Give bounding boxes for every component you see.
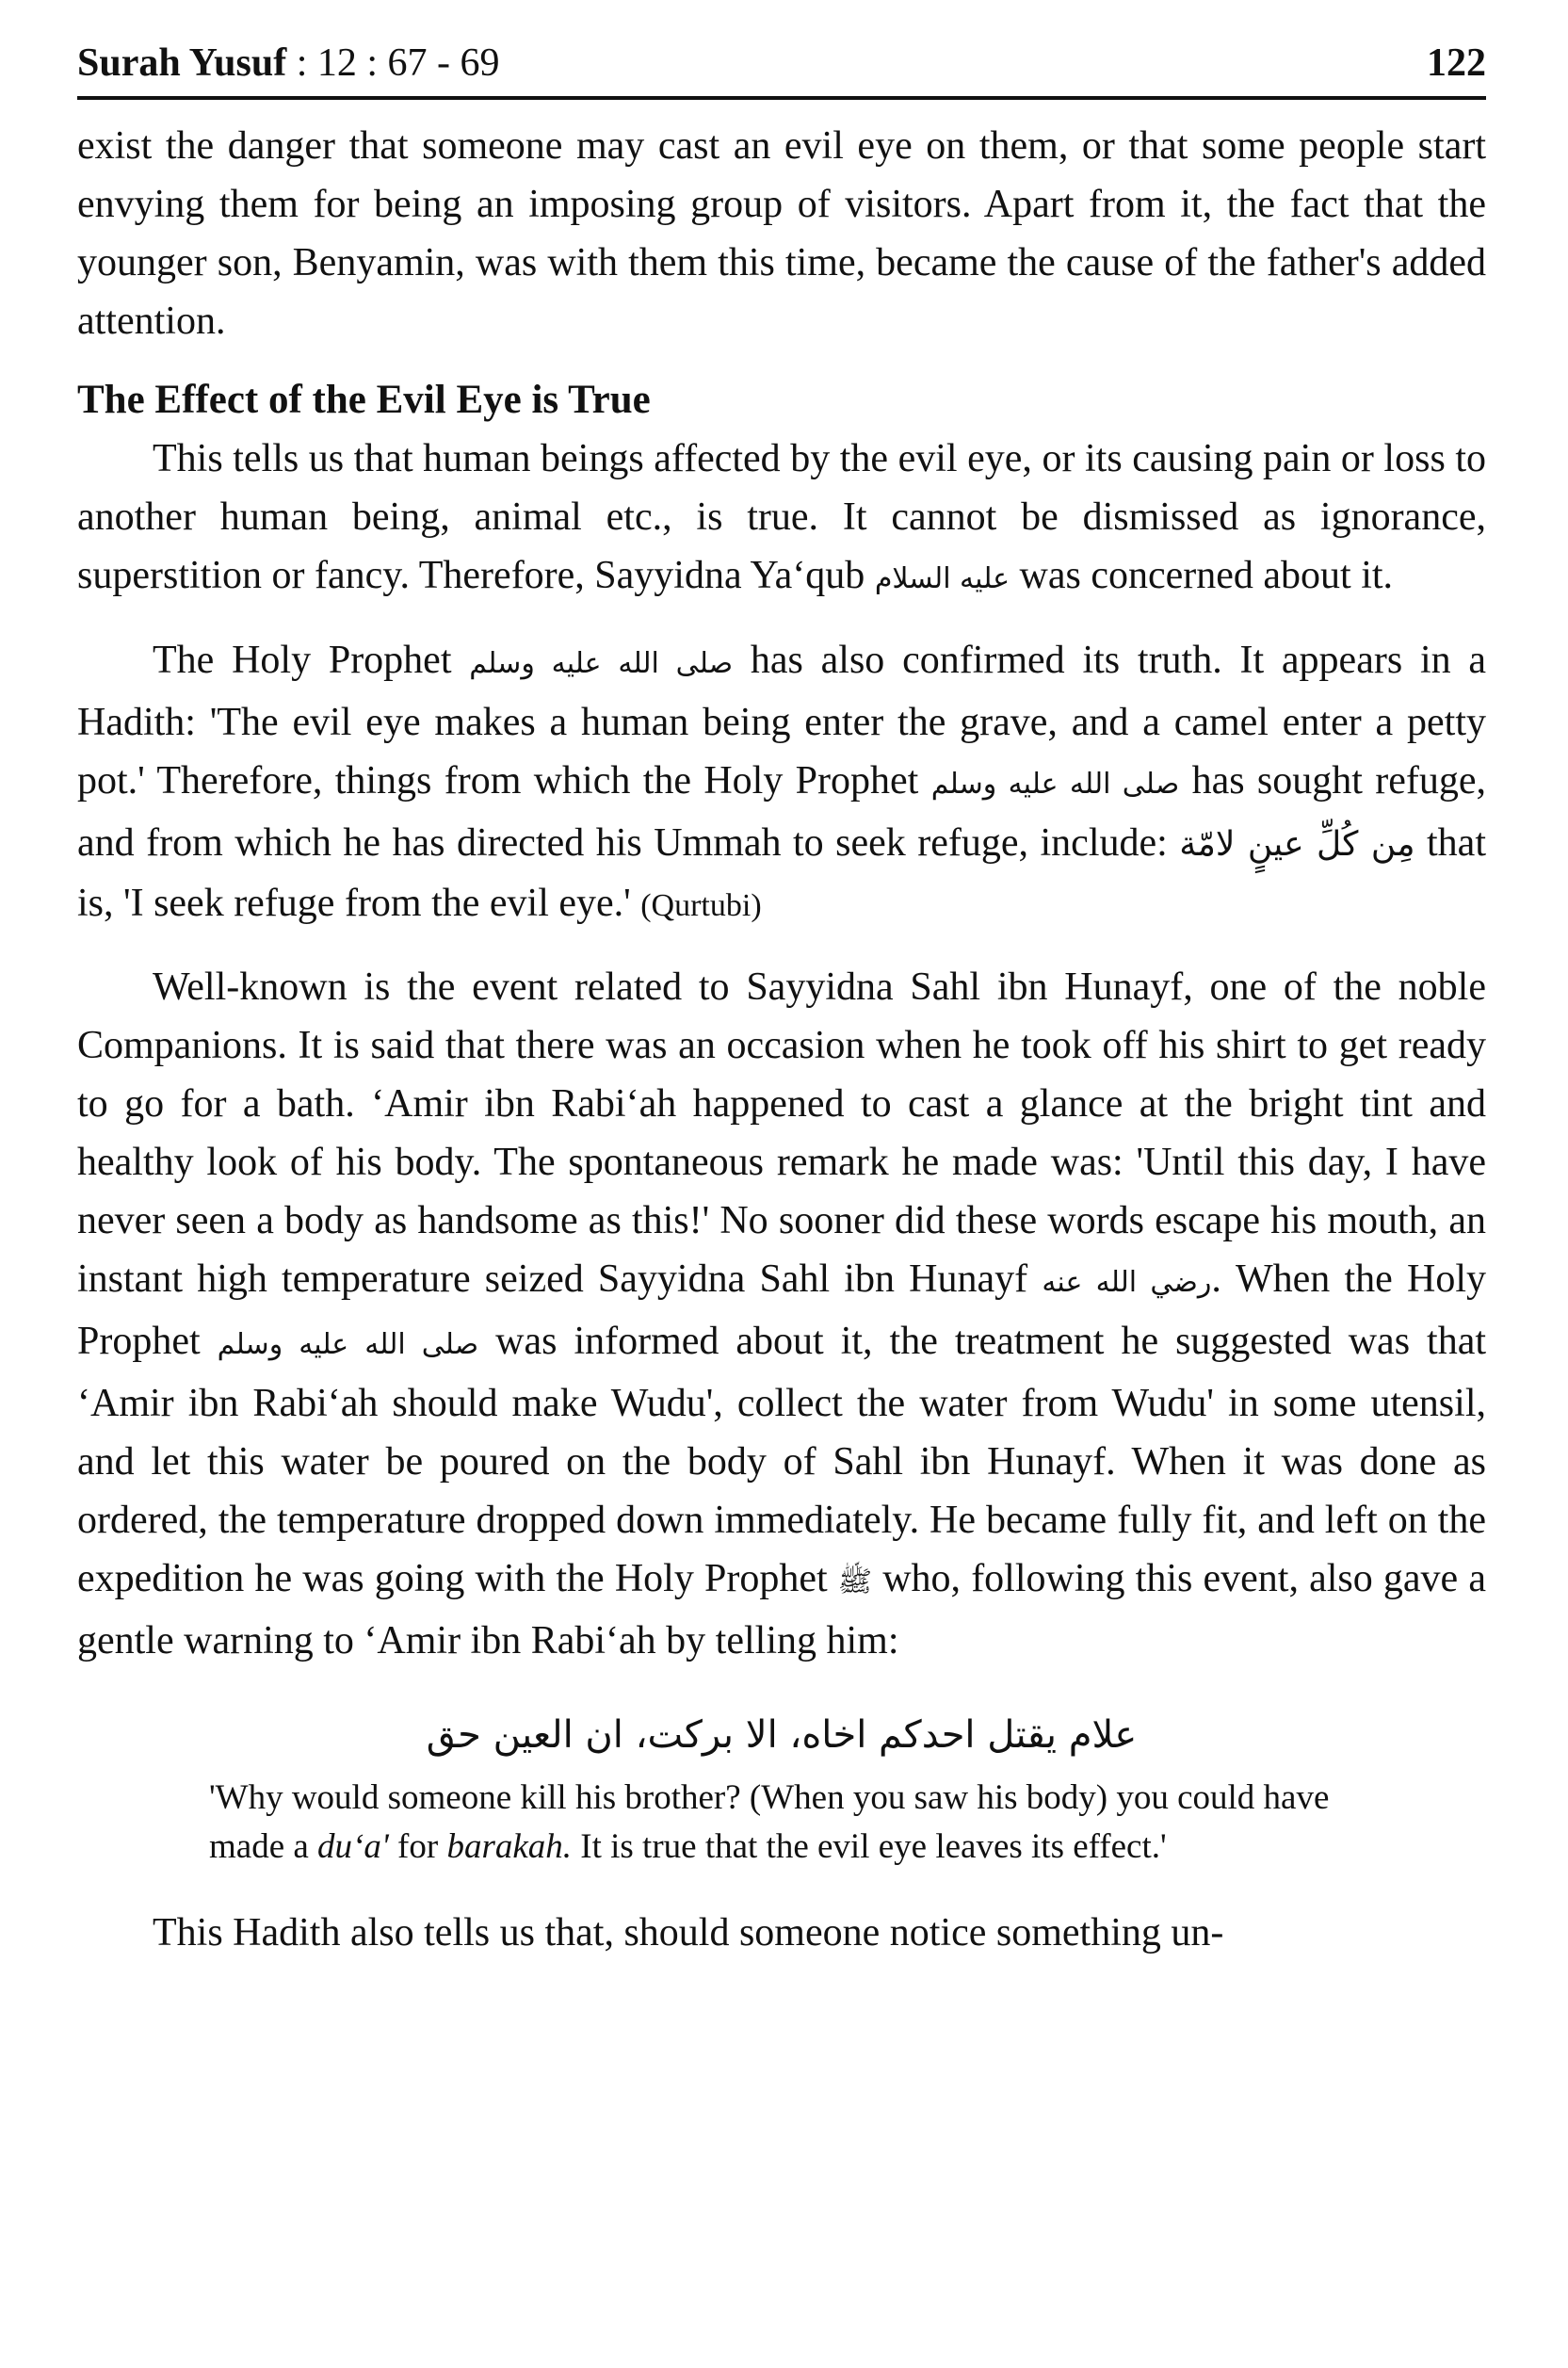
honorific-alayhis-salam: عليه السلام bbox=[874, 562, 1010, 595]
surah-reference: : 12 : 67 - 69 bbox=[286, 41, 500, 85]
running-title: Surah Yusuf : 12 : 67 - 69 bbox=[77, 41, 500, 85]
salutation-arabic: صلى الله عليه وسلم bbox=[217, 1328, 479, 1361]
honorific-radiyallahu-anhu: رضي الله عنه bbox=[1042, 1266, 1212, 1299]
paragraph-text: . When the Holy Prophet bbox=[77, 1257, 1486, 1363]
arabic-hadith-quote: علام يقتل احدكم اخاه، الا بركت، ان العين حق bbox=[426, 1713, 1138, 1757]
paragraph-text: has sought refuge, and from which he has directed his Ummah to seek refuge, include: bbox=[77, 759, 1487, 865]
paragraph-text: who, following this event, also gave a gentle warning to ‘Amir ibn Rabi‘ah by telling him: bbox=[77, 1557, 1486, 1662]
paragraph-text: was concerned about it. bbox=[1019, 554, 1394, 597]
paragraph-text: Well-known is the event related to Sayyidna Sahl ibn Hunayf, one of the noble Companions. It is said that there was an occasion when he took off his shirt to get ready to go for a bath. ‘Amir ibn Rabi‘ah happened to cast a glance at the bright tint and healthy look of his body. The spontaneous remark he made was: 'Until this day, I have never seen a body as handsome as this!' No sooner did these words escape his mouth, an instant high temperature seized Sayyidna Sahl ibn Hunayf bbox=[77, 965, 1486, 1301]
paragraph-text: The Holy Prophet bbox=[153, 639, 452, 682]
hadith-translation bbox=[209, 1774, 1367, 1872]
body-text bbox=[77, 117, 1486, 1962]
paragraph-prophet-confirmed bbox=[77, 631, 1486, 935]
paragraph-text: was informed about it, the treatment he suggested was that ‘Amir ibn Rabi‘ah should make Wudu', collect the water from Wudu' in some utensil, and let this water be poured on the body of Sahl ibn Hunayf. When it was done as ordered, the temperature dropped down immediately. He became fully fit, and left on the expedition he was going with the Holy Prophet bbox=[77, 1320, 1487, 1600]
page-number: 122 bbox=[1427, 41, 1486, 85]
translation-text: 'Why would someone kill his brother? (When you saw his body) you could have made a bbox=[209, 1778, 1330, 1866]
translation-term: barakah. bbox=[446, 1827, 573, 1866]
translation-text: It is true that the evil eye leaves its effect.' bbox=[580, 1827, 1167, 1866]
paragraph-text: that is, 'I seek refuge from the evil eye.' bbox=[77, 821, 1486, 925]
arabic-supplication: مِن كُلِّ عينٍ لامّة bbox=[1179, 825, 1415, 864]
paragraph-continuation: exist the danger that someone may cast an evil eye on them, or that some people start envying them for being an imposing group of visitors. Apart from it, the fact that the younger son, Benyamin, was with them this time, became the cause of the father's added attention. bbox=[77, 124, 1486, 343]
translation-text: for bbox=[397, 1827, 439, 1866]
paragraph-text: This tells us that human beings affected by the evil eye, or its causing pain or loss to another human being, animal etc., is true. It cannot be dismissed as ignorance, superstition or fancy. Therefore, Sayyidna Ya‘qub bbox=[77, 437, 1486, 597]
paragraph-sahl-ibn-hunayf bbox=[77, 958, 1486, 1670]
honorific-pbuh: ﷺ bbox=[837, 1565, 873, 1598]
paragraph-evil-eye-true bbox=[77, 430, 1486, 608]
salutation-arabic: صلى الله عليه وسلم bbox=[930, 768, 1180, 801]
running-header bbox=[77, 38, 1486, 100]
paragraph-text: has also confirmed its truth. It appears in a Hadith: 'The evil eye makes a human being enter the grave, and a camel enter a petty pot.' Therefore, things from which the Holy Prophet bbox=[77, 639, 1487, 803]
book-page bbox=[77, 38, 1486, 1962]
paragraph-continued: This Hadith also tells us that, should someone notice something un- bbox=[153, 1911, 1224, 1954]
section-heading: The Effect of the Evil Eye is True bbox=[77, 378, 651, 422]
translation-term: du‘a' bbox=[317, 1827, 389, 1866]
citation: (Qurtubi) bbox=[640, 888, 762, 923]
salutation-arabic: صلى الله عليه وسلم bbox=[469, 647, 734, 680]
